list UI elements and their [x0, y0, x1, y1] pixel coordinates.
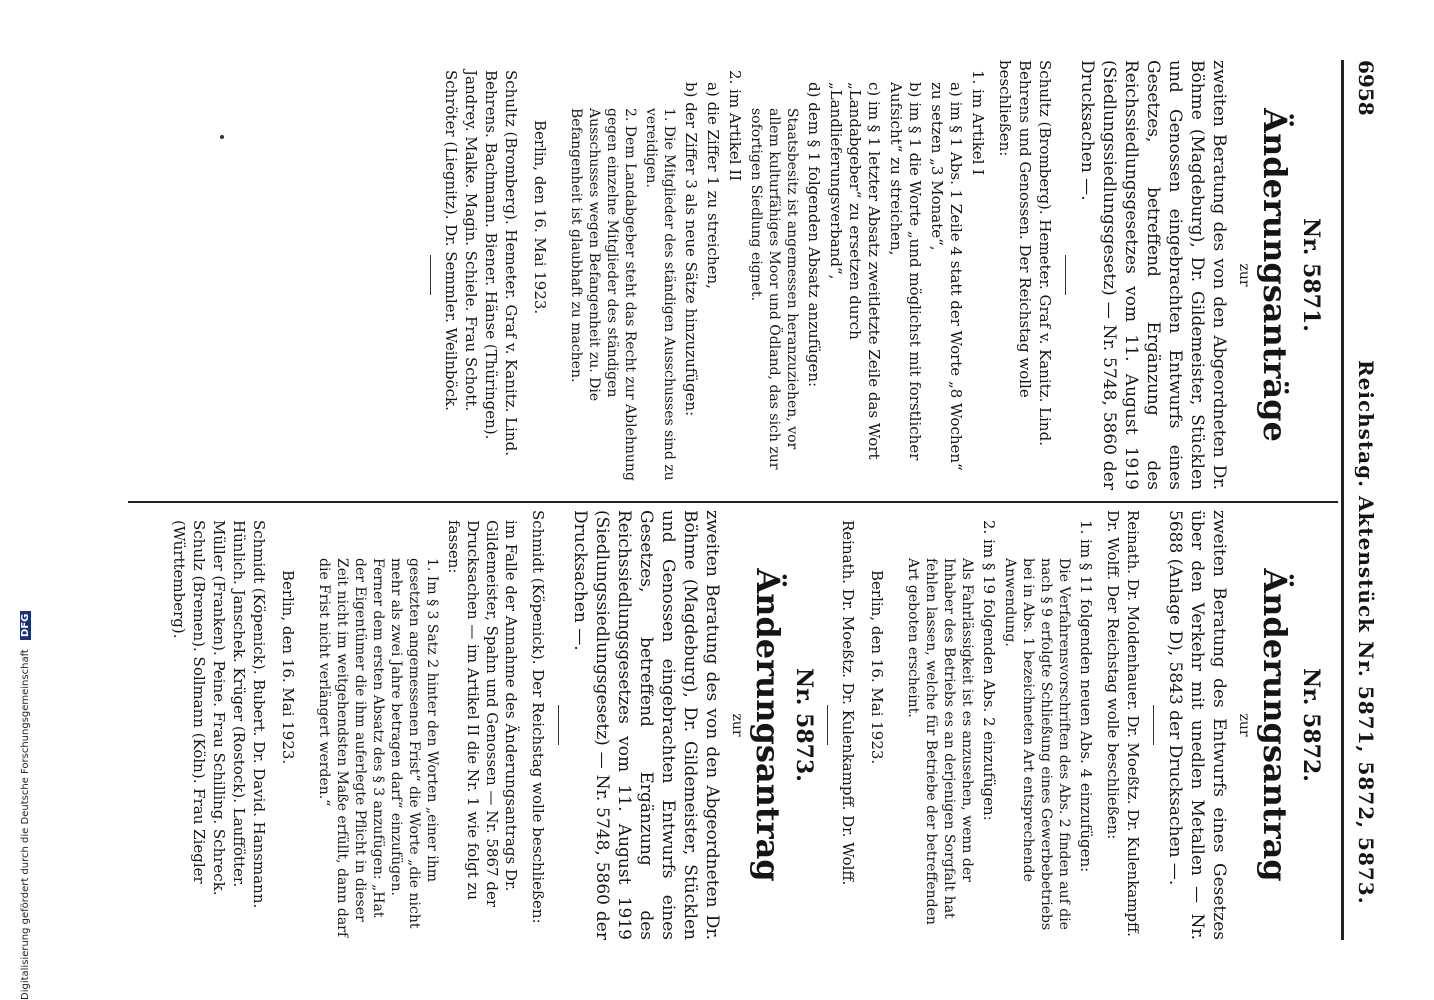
sub-item: b) im § 1 die Worte „und möglichst mit forstlicher Aufsicht“ zu streichen, [887, 82, 924, 461]
sub-item: b) der Ziffer 3 als neue Sätze hinzuzufügen: [682, 82, 700, 417]
signer-line: Hünlich. Janschek. Krüger (Rostock). Lauffötter. [230, 520, 248, 888]
column-divider [128, 501, 1338, 503]
article-item: im Falle der Annahme des Änderungsantrags Dr. Gildemeister, Spahn und Genossen — Nr. 5867 der Drucksachen — im Artikel II die Nr. 1 wie folgt zu fassen: [445, 520, 520, 908]
sub-item: d) dem § 1 folgenden Absatz anzufügen: [805, 82, 823, 388]
quoted-text: 1. Die Mitglieder des ständigen Ausschusses sind zu vereidigen. [643, 108, 677, 481]
quoted-text: 1. Im § 3 Satz 2 hinter den Worten „einer ihm gesetzten angemessenen Frist“ die Worte „die nicht mehr als zwei Jahre betragen darf“ einzufügen. Ferner dem ersten Absatz des § 3 anzufügen: „Hat der Eigentümer die ihm auferlegte Pflicht in dieser Zeit nicht im weitgehendsten Maße erfüllt, dann darf die Frist nicht verlängert werden.“ [316, 558, 440, 938]
article-item: 2. im § 19 folgenden Abs. 2 einzufügen: [980, 520, 998, 821]
digitization-note-text: Digitalisierung gefördert durch die Deutsche Forschungsgemeinschaft [20, 649, 31, 1000]
short-rule [430, 255, 431, 295]
quoted-text: Die Verfahrensvorschriften des Abs. 2 finden auf die nach § 9 erfolgte Schließung eines Gewerbebetriebs bei in Abs. 1 bezeichneten Art entsprechende Anwendung. [1002, 558, 1072, 931]
signers-block [441, 70, 521, 490]
short-rule [827, 705, 828, 745]
document-number: Nr. 5873. [791, 668, 817, 782]
document-heading: Änderungsantrag [1256, 568, 1294, 882]
article-item: 1. im Artikel I [969, 70, 987, 176]
signer-line: Schultz (Bromberg). Hemeter. Graf v. Kanitz. Lind. [502, 70, 520, 456]
ink-dot [220, 135, 224, 139]
header-title: Reichstag. Aktenstück Nr. 5871, 5872, 5873. [1354, 360, 1378, 905]
signer-line: Müller (Franken). Peine. Frau Schilling. Schreck. [210, 520, 228, 896]
signers-block: Reinath. Dr. Moeßtz. Dr. Kulenkampff. Dr. Wolff. [839, 520, 857, 886]
document-page [114, 60, 1384, 960]
article-item: 2. im Artikel II [726, 70, 744, 182]
heading-zur: zur [1236, 713, 1252, 737]
sub-item: c) im § 1 letzter Absatz zweitletzte Zeile das Wort „Landabgeber“ zu ersetzen durch „Landlieferungsverband“, [827, 82, 883, 460]
heading-zur: zur [729, 713, 745, 737]
signer-line: Jandrey. Malke. Magin. Schiele. Frau Schott. [462, 70, 480, 412]
right-column [132, 510, 1332, 940]
intro-paragraph: zweiten Beratung des Entwurfs eines Gesetzes über den Verkehr mit unedlen Metallen — Nr. 5688 (Anlage D), 5843 der Drucksachen —. [1165, 510, 1229, 940]
signers-intro: Schultz (Bromberg). Hemeter. Graf v. Kanitz. Lind. Behrens und Genossen. Der Reichstag wolle beschließen: [996, 60, 1054, 446]
document-number: Nr. 5872. [1298, 668, 1324, 782]
sub-item: a) die Ziffer 1 zu streichen, [704, 82, 722, 289]
intro-paragraph: zweiten Beratung des von den Abgeordneten Dr. Böhme (Magdeburg), Dr. Gildemeister, Stücklen und Genossen eingebrachten Entwurfs eines Gesetzes, betreffend Ergänzung des Reichssiedlungsgesetzes vom 11. August 1919 (Siedlungssiedlungsgesetz) — Nr. 5748, 5860 der Drucksachen —. [1077, 60, 1229, 490]
header-rule [1341, 60, 1344, 940]
signer-line: Schröter (Liegnitz). Dr. Semmler. Weilnböck. [442, 70, 460, 411]
date-line: Berlin, den 16. Mai 1923. [279, 570, 297, 765]
signer-line: Schulz (Bremen). Sollmann (Köln). Frau Ziegler [190, 520, 208, 884]
digitization-note [20, 611, 31, 1000]
quoted-text: Staatsbesitz ist angemessen heranzuziehen, vor allem kulturfähiges Moor und Ödland, das sich zur sofortigen Siedlung eignet. [748, 108, 800, 470]
signers-intro: Schmidt (Köpenick). Der Reichstag wolle beschließen: [529, 510, 547, 924]
sub-item: a) im § 1 Abs. 1 Zeile 4 statt der Worte „8 Wochen“ zu setzen „3 Monate“, [928, 82, 965, 471]
signer-line: Schmidt (Köpenick). Bubert. Dr. David. Hansmann. [250, 520, 268, 909]
quoted-text: 2. Dem Landabgeber steht das Recht zur Ablehnung gegen einzelne Mitglieder des ständigen Ausschusses wegen Befangenheit zu. Die Befangenheit ist glaubhaft zu machen. [568, 108, 638, 481]
article-item: 1. im § 11 folgenden neuen Abs. 4 einzufügen: [1077, 520, 1095, 873]
document-heading: Änderungsanträge [1256, 108, 1294, 442]
short-rule [558, 705, 559, 745]
page-number: 6958 [1354, 60, 1378, 116]
signer-line: (Württemberg). [170, 520, 188, 639]
dfg-logo: DFG [20, 611, 31, 640]
date-line: Berlin, den 16. Mai 1923. [531, 120, 549, 315]
short-rule [1065, 255, 1066, 295]
signer-line: Behrens. Bachmann. Biener. Hänse (Thüringen). [482, 70, 500, 440]
short-rule [1153, 705, 1154, 745]
signers-intro: Reinath. Dr. Moldenhauer. Dr. Moeßtz. Dr. Kulenkampff. Dr. Wolff. Der Reichstag wolle beschließen: [1104, 510, 1142, 937]
signers-block [169, 520, 269, 940]
intro-paragraph: zweiten Beratung des von den Abgeordneten Dr. Böhme (Magdeburg), Dr. Gildemeister, Stücklen und Genossen eingebrachten Entwurfs eines Gesetzes, betreffend Ergänzung des Reichssiedlungsgesetzes vom 11. August 1919 (Siedlungssiedlungsgesetz) — Nr. 5748, 5860 der Drucksachen —. [570, 510, 722, 940]
document-number: Nr. 5871. [1298, 218, 1324, 332]
date-line: Berlin, den 16. Mai 1923. [868, 570, 886, 765]
heading-zur: zur [1236, 263, 1252, 287]
document-heading: Änderungsantrag [749, 568, 787, 882]
page-header [1344, 60, 1384, 960]
quoted-text: Als Fahrlässigkeit ist es anzusehen, wenn der Inhaber des Betriebs es an derjenigen Sorgfalt hat fehlen lassen, welche für Betriebe der betreffenden Art geboten erscheint. [905, 558, 975, 925]
left-column [132, 60, 1332, 490]
